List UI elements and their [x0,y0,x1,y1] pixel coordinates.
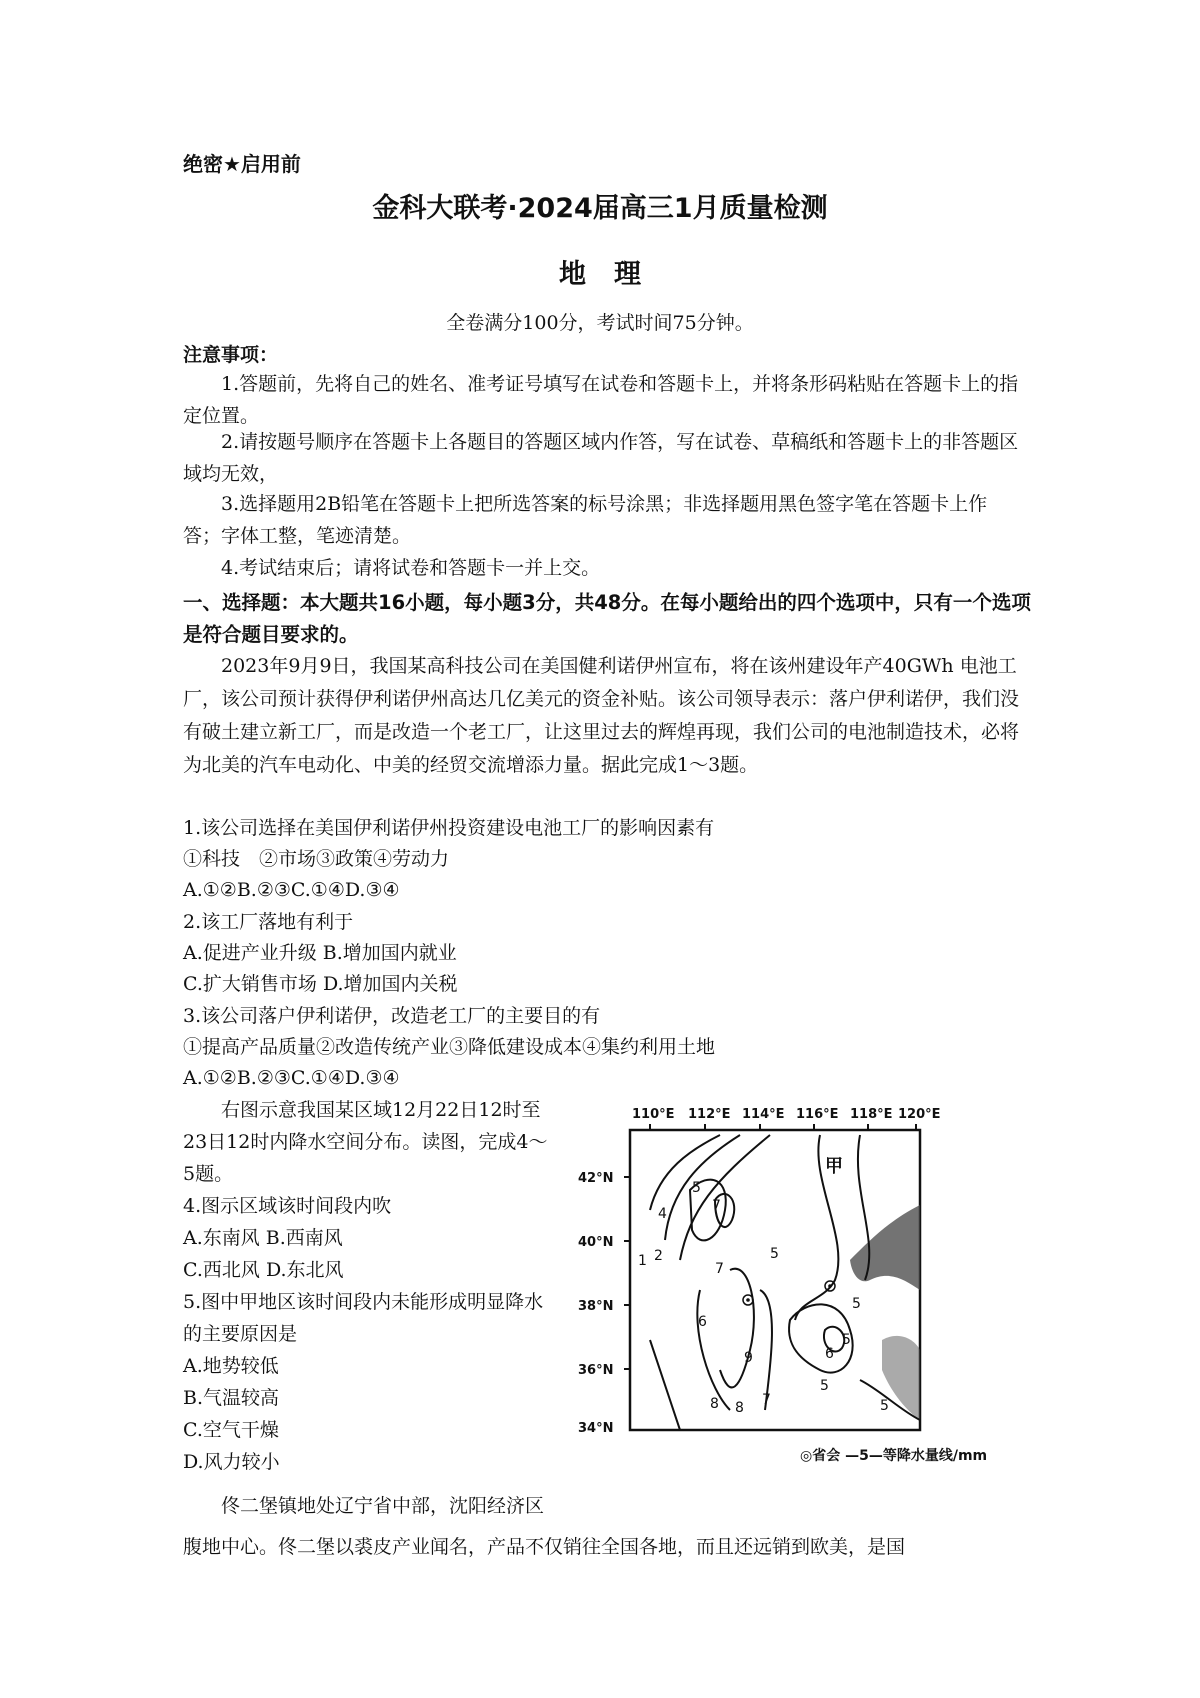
passage-2-line-2: 23日12时内降水空间分布。读图，完成4～ [183,1131,548,1153]
lon-label: 120°E [898,1107,941,1122]
lat-label: 40°N [578,1235,614,1250]
provincial-capital-marker [825,1281,835,1291]
map-frame [630,1130,920,1430]
question-5-option-d: D.风力较小 [183,1451,280,1473]
question-5-stem: 5.图中甲地区该时间段内未能形成明显降水 [183,1291,544,1313]
question-3-stem: 3.该公司落户伊利诺伊，改造老工厂的主要目的有 [183,1005,601,1027]
contour-label: 6 [698,1314,707,1330]
contour-label: 5 [770,1246,779,1262]
lat-label: 34°N [578,1421,614,1436]
lat-label: 36°N [578,1363,614,1378]
question-1-stem: 1.该公司选择在美国伊利诺伊州投资建设电池工厂的影响因素有 [183,817,715,839]
isohyets [650,1135,920,1430]
contour-label: 5 [820,1378,829,1394]
contour-label: 7 [762,1392,771,1408]
question-5-option-c: C.空气干燥 [183,1419,279,1441]
lon-label: 114°E [742,1107,785,1122]
notice-title: 注意事项： [183,344,279,366]
passage-2-line-1: 右图示意我国某区域12月22日12时至 [221,1099,541,1121]
question-4-stem: 4.图示区域该时间段内吹 [183,1195,392,1217]
question-1-items: ①科技 ②市场③政策④劳动力 [183,848,450,870]
lon-label: 118°E [850,1107,893,1122]
contour-label: 8 [710,1396,719,1412]
question-3-options: A.①②B.②③C.①④D.③④ [183,1067,400,1089]
contour-label: 2 [654,1248,663,1264]
notice-item-4: 4.考试结束后；请将试卷和答题卡一并上交。 [221,557,601,579]
contour-label: 1 [638,1253,647,1269]
passage-3-line-2: 腹地中心。佟二堡以裘皮产业闻名，产品不仅销往全国各地，而且还远销到欧美，是国 [183,1536,906,1558]
contour-label: 7 [715,1261,724,1277]
lat-label: 42°N [578,1171,614,1186]
notice-item-3: 3.选择题用2B铅笔在答题卡上把所选答案的标号涂黑；非选择题用黑色签字笔在答题卡上作答；字体工整，笔迹清楚。 [183,493,988,547]
notice-item-2: 2.请按题号顺序在答题卡上各题目的答题区域内作答，写在试卷、草稿纸和答题卡上的非答题区域均无效， [183,431,1019,485]
question-1-options: A.①②B.②③C.①④D.③④ [183,879,400,901]
contour-label: 8 [735,1400,744,1416]
lon-label: 116°E [796,1107,839,1122]
precipitation-map [578,1090,1020,1480]
section-title: 一、选择题：本大题共16小题，每小题3分，共48分。在每小题给出的四个选项中，只有一个选项是符合题目要求的。 [183,591,1031,646]
question-2-options-a: A.促进产业升级 B.增加国内就业 [183,942,457,964]
provincial-capital-marker [743,1295,753,1305]
question-2-stem: 2.该工厂落地有利于 [183,911,354,933]
question-4-options-a: A.东南风 B.西南风 [183,1227,343,1249]
map-legend: ◎省会 —5—等降水量线/mm [800,1448,988,1464]
passage-3-line-1: 佟二堡镇地处辽宁省中部，沈阳经济区 [221,1495,545,1517]
question-5-stem-cont: 的主要原因是 [183,1323,298,1345]
contour-label: 7 [712,1198,721,1214]
contour-label: 5 [842,1332,851,1348]
precipitation-map-svg [578,1090,1020,1480]
notice-item-1: 1.答题前，先将自己的姓名、准考证号填写在试卷和答题卡上，并将条形码粘贴在答题卡上的指定位置。 [183,373,1019,427]
question-4-options-b: C.西北风 D.东北风 [183,1259,344,1281]
question-5-option-a: A.地势较低 [183,1355,279,1377]
question-2-options-b: C.扩大销售市场 D.增加国内关税 [183,973,458,995]
contour-label: 5 [692,1180,701,1196]
sea-area [850,1205,920,1290]
confidential-label: 绝密★启用前 [183,152,301,176]
contour-label: 9 [744,1350,753,1366]
question-5-option-b: B.气温较高 [183,1387,280,1409]
question-3-items: ①提高产品质量②改造传统产业③降低建设成本④集约利用土地 [183,1036,716,1058]
contour-label: 5 [852,1296,861,1312]
lon-label: 112°E [688,1107,731,1122]
lat-label: 38°N [578,1299,614,1314]
lon-label: 110°E [632,1107,675,1122]
contour-label: 6 [825,1346,834,1362]
passage-1: 2023年9月9日，我国某高科技公司在美国健利诺伊州宣布，将在该州建设年产40GWh 电池工厂，该公司预计获得伊利诺伊州高达几亿美元的资金补贴。该公司领导表示：落户伊利诺伊，我们没有破土建立新工厂，而是改造一个老工厂，让这里过去的辉煌再现，我们公司的电池制造技术，必将为北美的汽车电动化、中美的经贸交流增添力量。据此完成1～3题。 [183,655,1020,776]
region-jia-label: 甲 [825,1156,843,1177]
contour-label: 5 [880,1398,889,1414]
exam-meta: 全卷满分100分，考试时间75分钟。 [446,312,754,334]
contour-label: 4 [658,1206,667,1222]
passage-2-line-3: 5题。 [183,1163,234,1185]
exam-title: 金科大联考·2024届高三1月质量检测 [372,193,828,224]
subject-title: 地理 [559,259,669,290]
